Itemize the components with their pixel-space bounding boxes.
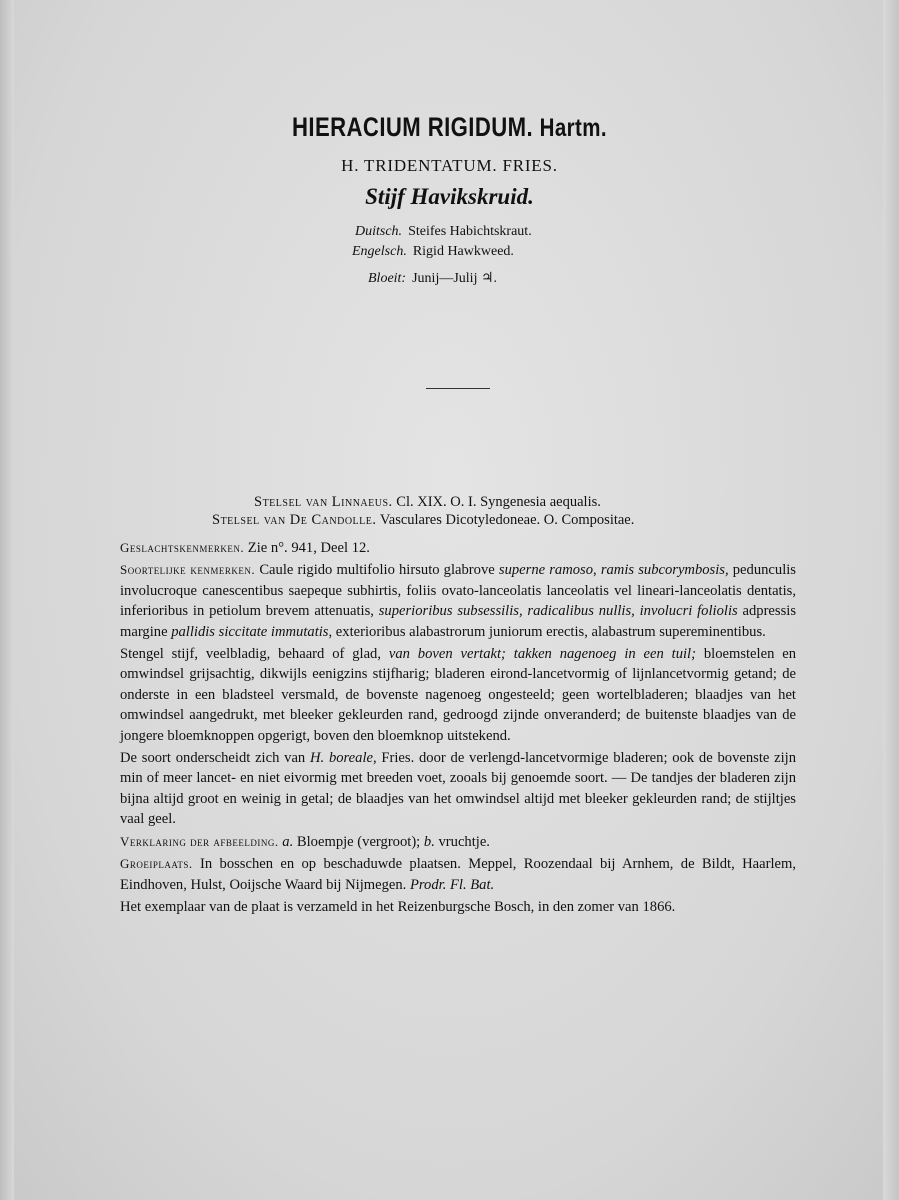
description-body xyxy=(120,538,796,919)
english-name: Rigid Hawkweed. xyxy=(412,244,514,259)
habitat-reference: Prodr. Fl. Bat. xyxy=(409,876,495,893)
page-edge-left xyxy=(0,0,14,1200)
english-name-line xyxy=(352,244,514,260)
plate-text: Bloempje (vergroot); xyxy=(293,833,424,850)
synonym: H. TRIDENTATUM. FRIES. xyxy=(341,156,558,175)
stem-paragraph xyxy=(120,644,796,746)
genus-paragraph xyxy=(120,538,796,558)
bloom-period: Junij—Julij ♃. xyxy=(412,271,498,286)
difference-paragraph xyxy=(120,748,796,830)
habitat-paragraph xyxy=(120,854,796,895)
divider-rule xyxy=(426,388,490,389)
english-label: Engelsch. xyxy=(352,244,407,259)
dutch-name: Stijf Havikskruid. xyxy=(365,184,534,209)
linnaeus-system xyxy=(254,494,601,511)
specimen-paragraph: Het exemplaar van de plaat is verzameld in het Reizenburgsche Bosch, in den zomer van 1866. xyxy=(120,898,676,915)
difference-italic: H. boreale xyxy=(309,750,373,767)
species-text: , exterioribus alabastrorum juniorum erectis, alabastrum supereminentibus. xyxy=(328,623,766,640)
genus-text: Zie n°. 941, Deel 12. xyxy=(247,540,370,556)
species-text: , xyxy=(593,562,601,579)
page-edge-right xyxy=(883,0,899,1200)
difference-text: De soort onderscheidt zich van xyxy=(120,750,310,767)
candolle-system xyxy=(212,512,634,529)
species-text: Caule rigido multifolio hirsuto glabrove xyxy=(259,562,499,579)
species-text: pedunculis involucroque canescentibus saepeque subhirtis, foliis ovato-lanceolatis lanceolatis vel lineari-lanceolatis dentatis, inferioribus in petiolum brevem attenuatis, xyxy=(120,562,796,620)
habitat-text: In bosschen en op beschaduwde plaatsen. Meppel, Roozendaal bij Arnhem, de Bildt, Haarlem, Eindhoven, Hulst, Ooijsche Waard bij Nijmegen. xyxy=(120,856,796,893)
plate-paragraph xyxy=(120,832,796,852)
bloom-line xyxy=(368,270,497,287)
linnaeus-label: Stelsel van Linnaeus. xyxy=(254,494,393,510)
linnaeus-class: Cl. XIX. O. I. Syngenesia aequalis. xyxy=(396,494,601,510)
stem-text: Stengel stijf, veelbladig, behaard of glad, xyxy=(120,646,389,663)
species-italic: superioribus subsessilis, radicalibus nullis, involucri foliolis xyxy=(378,603,738,620)
german-name: Steifes Habichtskraut. xyxy=(408,224,532,239)
difference-text: , Fries. door de verlengd-lancetvormige bladeren; ook de bovenste zijn min of meer lancet- en niet eivormig met breeden voet, zooals bij genoemde soort. — De tandjes der bladeren zijn bijna altijd groot en weinig in getal; de blaadjes van het omwindsel altijd met bleeker gekleurden rand; de stijltjes vaal geel. xyxy=(120,750,797,828)
species-text: adpressis margine xyxy=(120,603,797,640)
candolle-label: Stelsel van De Candolle. xyxy=(212,512,377,528)
plate-label: Verklaring der afbeelding. xyxy=(120,833,279,849)
bloom-label: Bloeit: xyxy=(368,271,407,286)
species-title xyxy=(81,112,818,143)
german-name-line xyxy=(355,224,532,240)
species-name: HIERACIUM RIGIDUM. xyxy=(291,112,534,142)
species-label: Soortelijke kenmerken. xyxy=(120,562,256,578)
candolle-class: Vasculares Dicotyledoneae. O. Compositae. xyxy=(379,512,635,528)
plate-text: vruchtje. xyxy=(434,833,490,850)
species-italic: pallidis siccitate immutatis xyxy=(171,623,329,640)
stem-italic: van boven vertakt; takken nagenoeg in een tuil; xyxy=(388,646,696,663)
habitat-label: Groeiplaats. xyxy=(120,856,193,872)
genus-label: Geslachtskenmerken. xyxy=(120,540,245,555)
plate-letter: a. xyxy=(282,833,294,850)
species-author: Hartm. xyxy=(539,114,608,142)
species-italic: ramis subcorymbosis, xyxy=(600,562,729,579)
species-paragraph xyxy=(120,560,796,642)
plate-letter: b. xyxy=(423,833,435,850)
stem-text: bloemstelen en omwindsel grijsachtig, dikwijls eenigzins stijfharig; bladeren eirond-lancetvormig of lijnlancetvormig getand; de onderste in een bladsteel versmald, de bovenste nagenoeg ongesteeld; geen wortelbladeren; blaadjes van het omwindsel aangedrukt, met bleeker gekleurden rand, gedroogd zijnde onveranderd; de buitenste blaadjes van de jongere bloemknoppen opgerigt, boven den bloemknop uitstekend. xyxy=(120,646,797,744)
species-italic: superne ramoso xyxy=(498,562,594,579)
german-label: Duitsch. xyxy=(355,224,403,239)
